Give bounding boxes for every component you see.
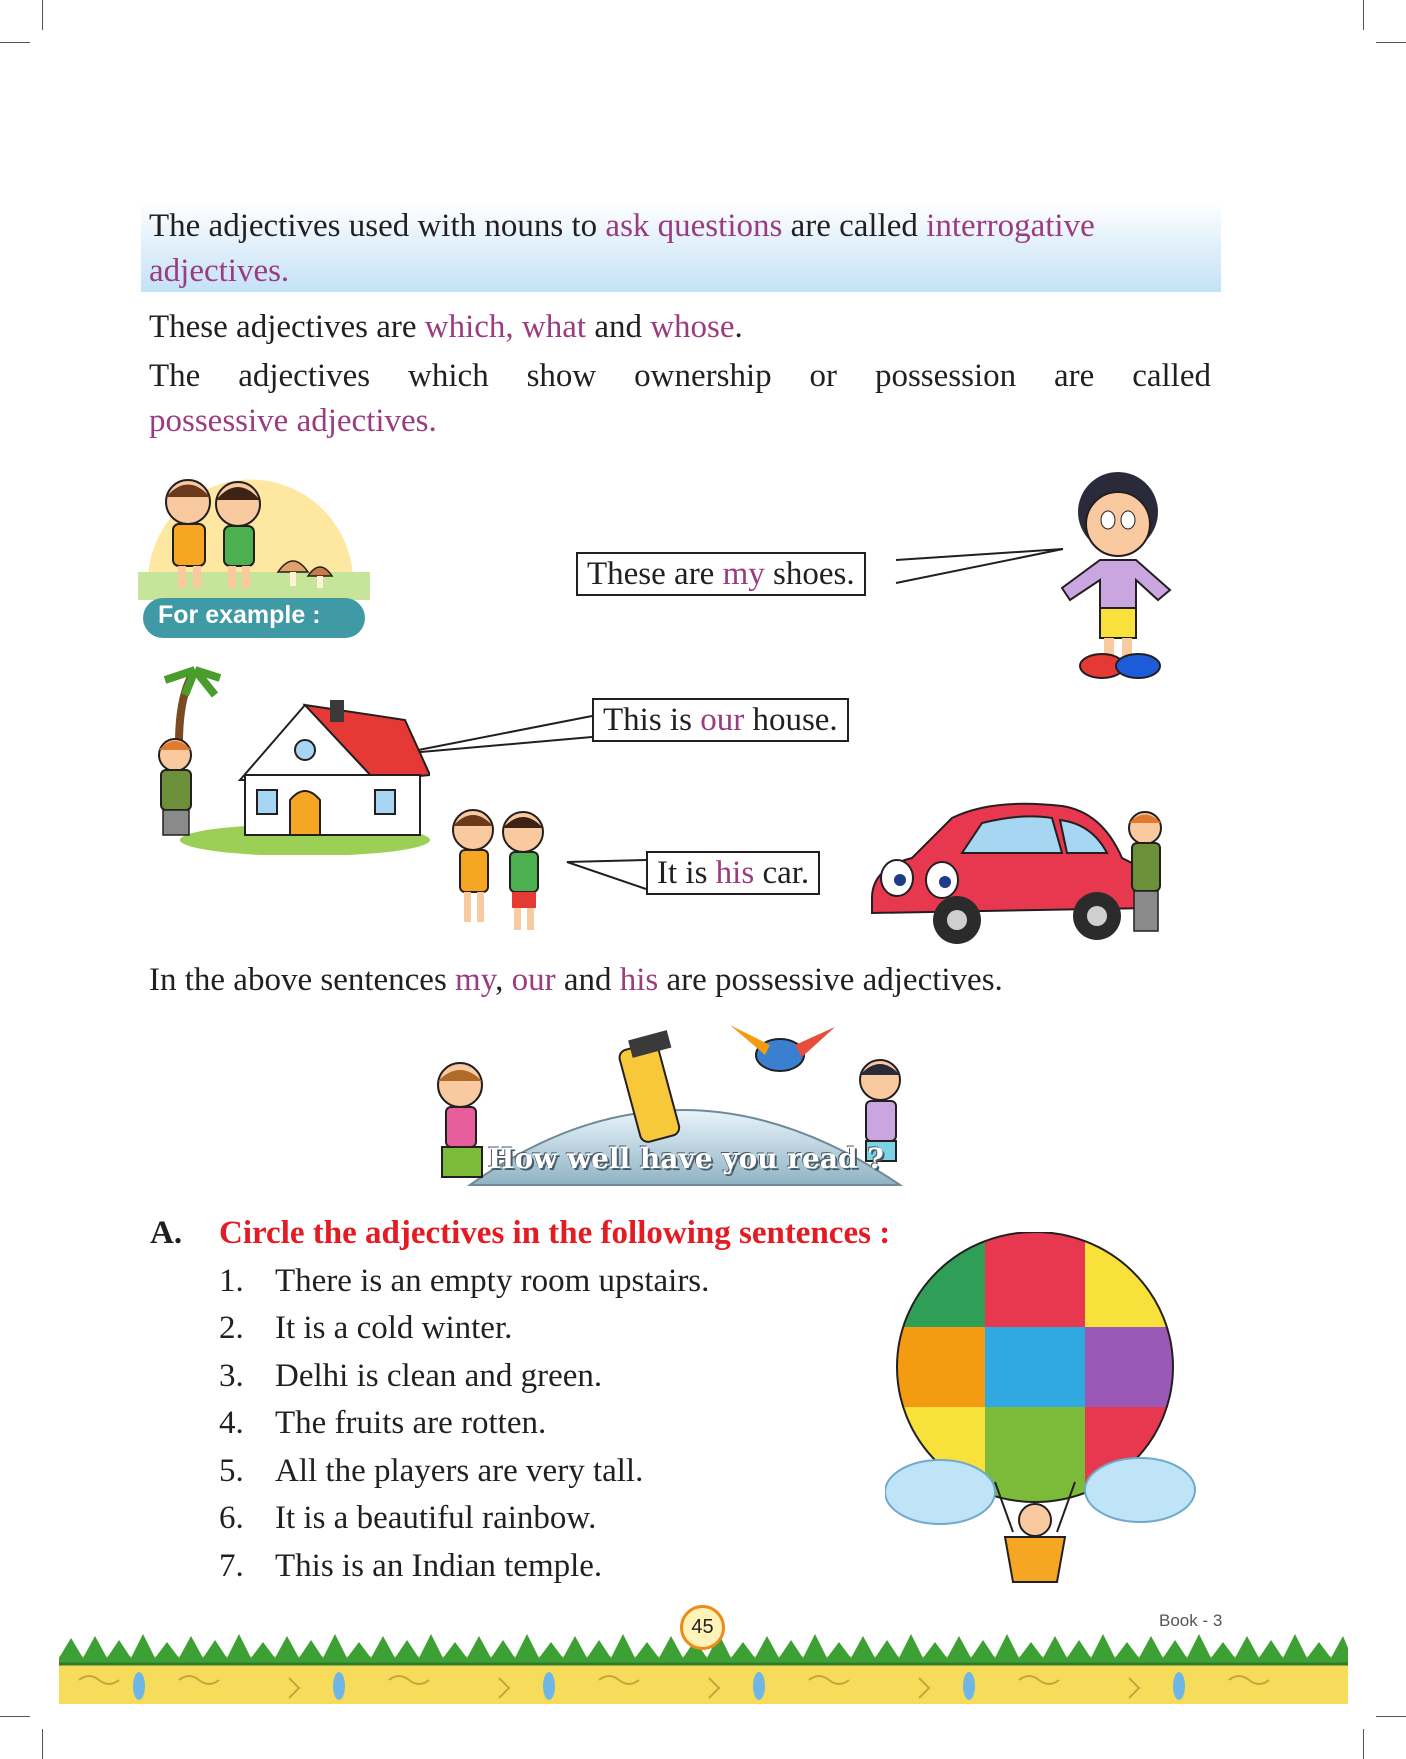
- item-text: All the players are very tall.: [275, 1453, 644, 1489]
- list-item: [219, 1497, 596, 1539]
- for-example-label: For example :: [158, 601, 321, 629]
- page-number: 45: [680, 1605, 725, 1650]
- item-number: 7.: [219, 1548, 244, 1584]
- item-number: 3.: [219, 1358, 244, 1394]
- highlight-his: his: [715, 855, 755, 891]
- item-number: 2.: [219, 1310, 244, 1346]
- bubble-text: house.: [744, 702, 838, 738]
- speech-bubble-car: [646, 851, 820, 895]
- list-item: [219, 1260, 709, 1302]
- crop-mark: [1376, 1716, 1406, 1717]
- bird-icon: [730, 1025, 835, 1071]
- girl-icon: [438, 1063, 482, 1177]
- item-text: The fruits are rotten.: [275, 1405, 547, 1441]
- exercise-title: Circle the adjectives in the following sentences :: [219, 1215, 891, 1251]
- item-text: This is an Indian temple.: [275, 1548, 603, 1584]
- list-item: [219, 1355, 602, 1397]
- item-text: It is a beautiful rainbow.: [275, 1500, 597, 1536]
- car-icon: [862, 798, 1182, 950]
- list-item: [219, 1402, 546, 1444]
- bubble-text: It is: [657, 855, 716, 891]
- possessive-summary: [149, 958, 1003, 1002]
- list-text: and: [586, 309, 651, 345]
- crop-mark: [1363, 1729, 1364, 1759]
- kid-icon: [1129, 812, 1161, 931]
- highlight-our: our: [700, 702, 745, 738]
- highlight-my: my: [722, 556, 765, 592]
- summary-text: ,: [495, 962, 512, 998]
- highlight-whose: whose: [650, 309, 735, 345]
- highlight-ask-questions: ask questions: [605, 208, 783, 244]
- banner-label: How well have you read ?: [488, 1142, 884, 1175]
- speech-bubble-shoes: [576, 552, 866, 596]
- kid-icon: [159, 739, 191, 835]
- item-number: 4.: [219, 1405, 244, 1441]
- highlight-which-what: which, what: [424, 309, 587, 345]
- bubble-text: car.: [754, 855, 810, 891]
- item-text: It is a cold winter.: [275, 1310, 513, 1346]
- exercise-letter: A.: [150, 1215, 183, 1251]
- list-item: [219, 1545, 602, 1587]
- list-text: These adjectives are: [149, 309, 425, 345]
- boy-shoes-icon: [1030, 460, 1200, 690]
- list-item: [219, 1307, 512, 1349]
- item-number: 5.: [219, 1453, 244, 1489]
- summary-text: In the above sentences: [149, 962, 456, 998]
- book-label: Book - 3: [1159, 1611, 1223, 1630]
- house-icon: [145, 660, 430, 855]
- two-kids-icon: [438, 800, 563, 940]
- summary-text: and: [555, 962, 620, 998]
- crop-mark: [0, 1716, 30, 1717]
- highlight-his: his: [619, 962, 659, 998]
- list-item: [219, 1450, 643, 1492]
- summary-text: are possessive adjectives.: [658, 962, 1003, 998]
- bubble-text: This is: [603, 702, 701, 738]
- highlight-my: my: [455, 962, 496, 998]
- highlight-our: our: [511, 962, 556, 998]
- possessive-definition-term: possessive adjectives.: [149, 403, 437, 439]
- bubble-text: shoes.: [764, 556, 855, 592]
- item-text: There is an empty room upstairs.: [275, 1263, 710, 1299]
- list-text: .: [734, 309, 743, 345]
- highlight-interrogative-adjectives: interrogative adjectives.: [149, 208, 1095, 289]
- item-text: Delhi is clean and green.: [275, 1358, 603, 1394]
- bubble-text: These are: [587, 556, 723, 592]
- item-number: 6.: [219, 1500, 244, 1536]
- definition-text: The adjectives used with nouns to: [149, 208, 606, 244]
- hot-air-balloon-icon: [885, 1232, 1200, 1592]
- crop-mark: [42, 1729, 43, 1759]
- definition-text: are called: [782, 208, 927, 244]
- speech-bubble-house: [592, 698, 849, 742]
- possessive-definition: The adjectives which show ownership or possession are called: [149, 358, 1211, 394]
- item-number: 1.: [219, 1263, 244, 1299]
